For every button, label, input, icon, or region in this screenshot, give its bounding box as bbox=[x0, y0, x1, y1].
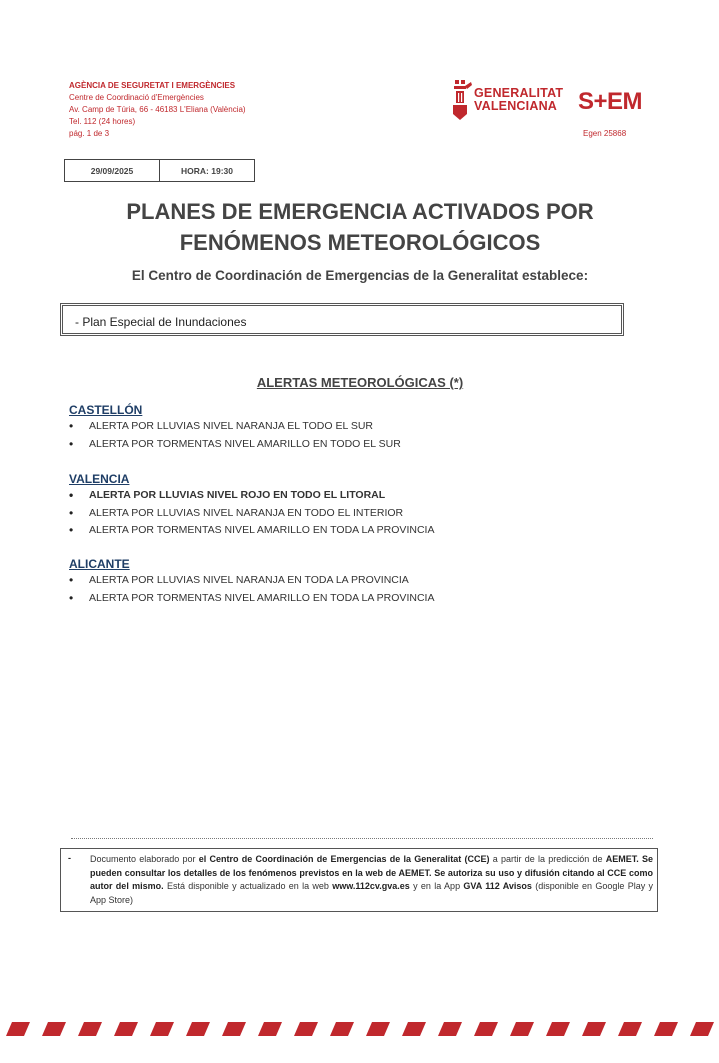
agency-address: Av. Camp de Túria, 66 - 46183 L'Eliana (València) bbox=[69, 105, 246, 114]
note-dash: - bbox=[68, 853, 71, 863]
note-text: a partir de la predicción de bbox=[489, 854, 606, 864]
stripe-dash bbox=[114, 1022, 138, 1036]
sem-logo: S+EM bbox=[578, 88, 643, 115]
valencia-alerts bbox=[69, 487, 434, 540]
page-subtitle: El Centro de Coordinación de Emergencias de la Generalitat establece: bbox=[131, 268, 589, 283]
stripe-dash bbox=[186, 1022, 210, 1036]
stripe-dash bbox=[294, 1022, 318, 1036]
page-title bbox=[60, 196, 660, 258]
note-text: Documento elaborado por bbox=[90, 854, 199, 864]
stripe-dash bbox=[6, 1022, 30, 1036]
alert-item: • ALERTA POR LLUVIAS NIVEL ROJO EN TODO EL LITORAL bbox=[69, 487, 434, 505]
title-line-2: FENÓMENOS METEOROLÓGICOS bbox=[179, 230, 541, 255]
alicante-alerts bbox=[69, 572, 434, 607]
note-bold-cce: el Centro de Coordinación de Emergencias de la Generalitat (CCE) bbox=[198, 854, 490, 864]
footer-note bbox=[90, 853, 653, 907]
stripe-dash bbox=[222, 1022, 246, 1036]
agency-info bbox=[69, 80, 246, 140]
stripe-dash bbox=[402, 1022, 426, 1036]
stripe-dash bbox=[474, 1022, 498, 1036]
alert-item: • ALERTA POR TORMENTAS NIVEL AMARILLO EN TODA LA PROVINCIA bbox=[69, 590, 434, 608]
decorative-stripe bbox=[0, 1022, 719, 1036]
agency-name: AGÈNCIA DE SEGURETAT I EMERGÈNCIES bbox=[69, 81, 236, 90]
dotted-divider bbox=[71, 838, 653, 839]
stripe-dash bbox=[438, 1022, 462, 1036]
stripe-dash bbox=[690, 1022, 714, 1036]
alert-item: • ALERTA POR TORMENTAS NIVEL AMARILLO EN TODO EL SUR bbox=[69, 436, 401, 454]
region-alicante: ALICANTE bbox=[69, 557, 130, 571]
stripe-dash bbox=[258, 1022, 282, 1036]
date-cell: 29/09/2025 bbox=[90, 165, 134, 176]
alert-item: • ALERTA POR LLUVIAS NIVEL NARANJA EN TODO EL INTERIOR bbox=[69, 505, 434, 523]
active-plan-box bbox=[60, 303, 624, 336]
alert-item: • ALERTA POR LLUVIAS NIVEL NARANJA EN TODA LA PROVINCIA bbox=[69, 572, 434, 590]
website-link[interactable]: www.112cv.gva.es bbox=[332, 881, 410, 891]
note-text: y en la App bbox=[409, 881, 464, 891]
document-code: Egen 25868 bbox=[583, 129, 627, 138]
note-text: (disponible en Google Play y App Store) bbox=[90, 881, 654, 905]
page-indicator: pág. 1 de 3 bbox=[69, 129, 110, 138]
note-bold-aemet: AEMET. Se pueden consultar los detalles de los fenómenos previstos en la web de AEMET. Se autoriza su uso y difusión citando al CCE como autor del mismo. bbox=[90, 854, 653, 891]
coat-of-arms-icon bbox=[453, 80, 472, 120]
alerts-heading: ALERTAS METEOROLÓGICAS (*) bbox=[256, 375, 464, 390]
stripe-dash bbox=[366, 1022, 390, 1036]
stripe-dash bbox=[510, 1022, 534, 1036]
time-cell: HORA: 19:30 bbox=[159, 160, 254, 181]
stripe-dash bbox=[150, 1022, 174, 1036]
stripe-dash bbox=[330, 1022, 354, 1036]
alert-item: • ALERTA POR LLUVIAS NIVEL NARANJA EL TODO EL SUR bbox=[69, 418, 401, 436]
stripe-dash bbox=[654, 1022, 678, 1036]
alert-item: • ALERTA POR TORMENTAS NIVEL AMARILLO EN TODA LA PROVINCIA bbox=[69, 522, 434, 540]
castellon-alerts bbox=[69, 418, 401, 453]
region-castellon: CASTELLÓN bbox=[69, 403, 143, 417]
region-valencia: VALENCIA bbox=[69, 472, 130, 486]
datetime-box bbox=[64, 159, 255, 182]
active-plan: - Plan Especial de Inundaciones bbox=[75, 315, 247, 329]
stripe-dash bbox=[618, 1022, 642, 1036]
note-text: Está disponible y actualizado en la web bbox=[163, 881, 333, 891]
agency-center: Centre de Coordinació d'Emergències bbox=[69, 93, 204, 102]
title-line-1: PLANES DE EMERGENCIA ACTIVADOS POR bbox=[126, 199, 594, 224]
gv-line1: GENERALITAT bbox=[474, 86, 564, 100]
stripe-dash bbox=[546, 1022, 570, 1036]
agency-phone: Tel. 112 (24 hores) bbox=[69, 117, 136, 126]
app-name: GVA 112 Avisos bbox=[463, 881, 532, 891]
stripe-dash bbox=[78, 1022, 102, 1036]
stripe-dash bbox=[42, 1022, 66, 1036]
footer-note-box bbox=[60, 848, 658, 912]
stripe-dash bbox=[582, 1022, 606, 1036]
generalitat-valenciana-text bbox=[474, 87, 563, 113]
gv-line2: VALENCIANA bbox=[474, 99, 558, 113]
